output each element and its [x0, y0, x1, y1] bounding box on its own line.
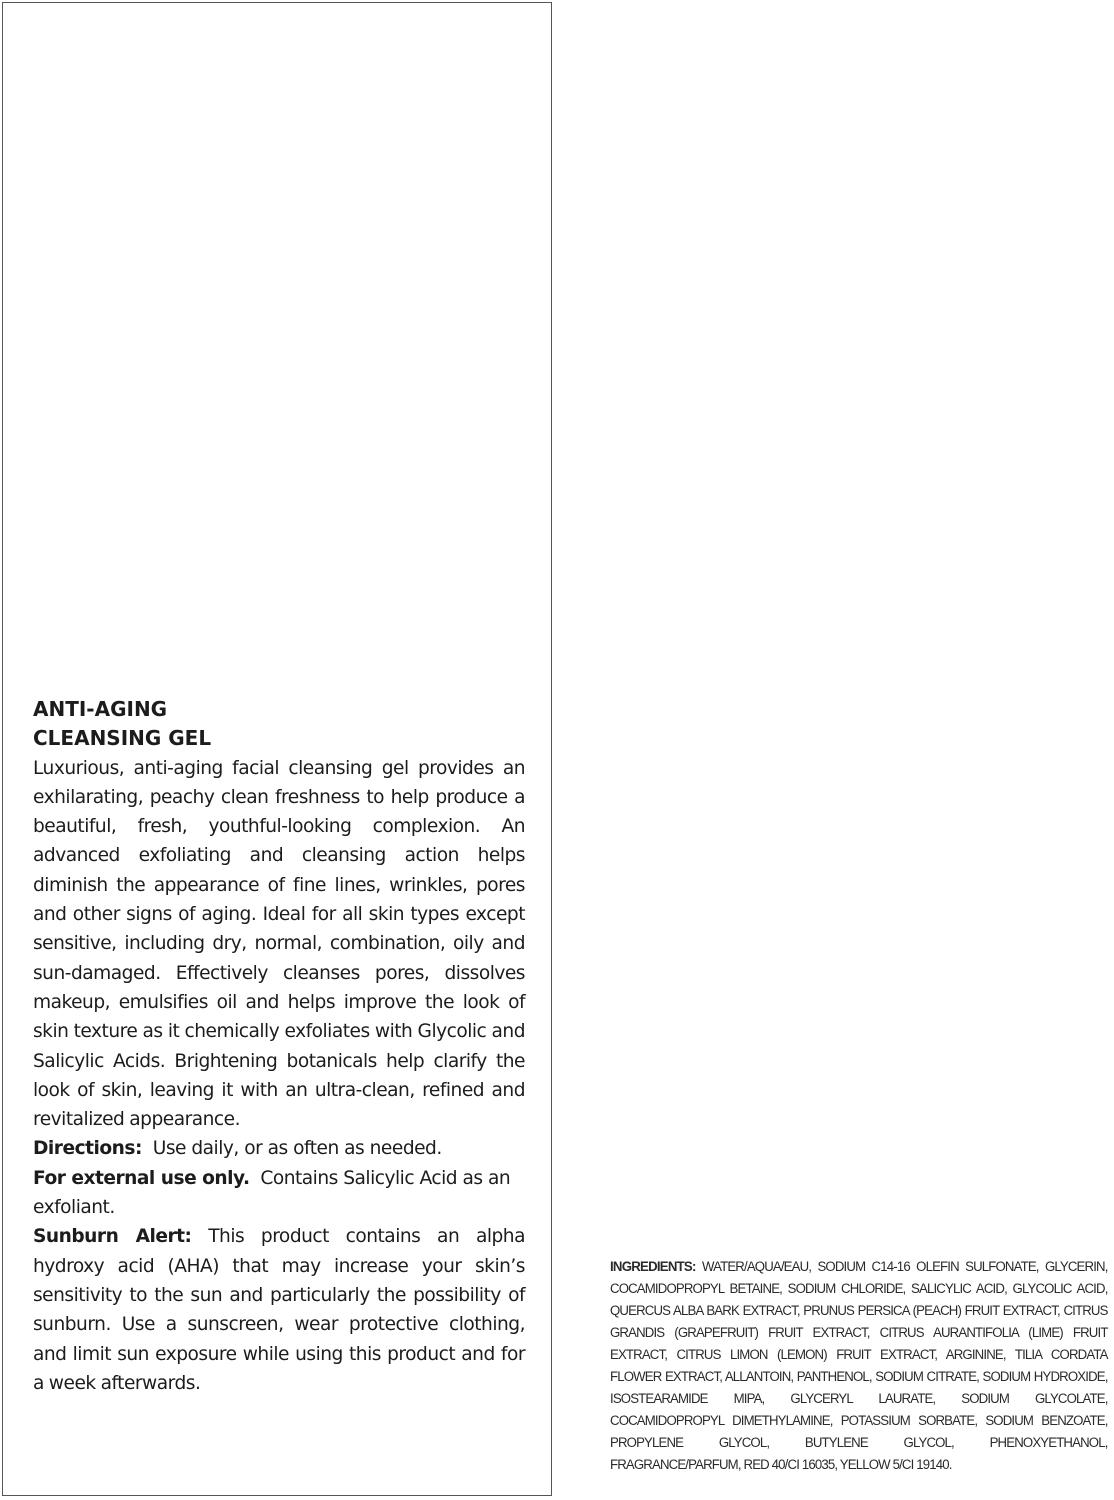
external-use-paragraph: [33, 1164, 525, 1223]
product-title-line2: CLEANSING GEL: [33, 726, 212, 751]
ingredients-label: INGREDIENTS:: [610, 1259, 696, 1275]
sunburn-alert-label: Sunburn Alert:: [33, 1226, 192, 1248]
directions-label: Directions:: [33, 1138, 142, 1160]
external-use-label: For external use only.: [33, 1167, 250, 1189]
ingredients-text: WATER/AQUA/EAU, SODIUM C14-16 OLEFIN SULFONATE, GLYCERIN, COCAMIDOPROPYL BETAINE, SODIUM CHLORIDE, SALICYLIC ACID, GLYCOLIC ACID, QUERCUS ALBA BARK EXTRACT, PRUNUS PERSICA (PEACH) FRUIT EXTRACT, CITRUS GRANDIS (GRAPEFRUIT) FRUIT EXTRACT, CITRUS AURANTIFOLIA (LIME) FRUIT EXTRACT, CITRUS LIMON (LEMON) FRUIT EXTRACT, ARGININE, TILIA CORDATA FLOWER EXTRACT, ALLANTOIN, PANTHENOL, SODIUM CITRATE, SODIUM HYDROXIDE, ISOSTEARAMIDE MIPA, GLYCERYL LAURATE, SODIUM GLYCOLATE, COCAMIDOPROPYL DIMETHYLAMINE, POTASSIUM SORBATE, SODIUM BENZOATE, PROPYLENE GLYCOL, BUTYLENE GLYCOL, PHENOXYETHANOL, FRAGRANCE/PARFUM, RED 40/CI 16035, YELLOW 5/CI 19140.: [610, 1259, 1108, 1473]
sunburn-alert-paragraph: [33, 1222, 525, 1398]
product-title: [33, 695, 525, 754]
ingredients-block: [610, 1256, 1108, 1476]
product-description: Luxurious, anti-aging facial cleansing gel provides an exhilarating, peachy clean freshness to help produce a beautiful, fresh, youthful-looking complexion. An advanced exfoliating and cleansing action helps diminish the appearance of fine lines, wrinkles, pores and other signs of aging. Ideal for all skin types except sensitive, including dry, normal, combination, oily and sun-damaged. Effectively cleanses pores, dissolves makeup, emulsifies oil and helps improve the look of skin texture as it chemically exfoliates with Glycolic and Salicylic Acids. Brightening botanicals help clarify the look of skin, leaving it with an ultra-clean, refined and revitalized appearance.: [33, 757, 525, 1131]
directions-paragraph: [33, 1134, 525, 1163]
external-use-text: Contains Salicylic Acid as an exfoliant.: [33, 1167, 511, 1219]
product-copy: [33, 695, 525, 1398]
directions-text: Use daily, or as often as needed.: [152, 1138, 442, 1160]
product-title-line1: ANTI-AGING: [33, 697, 168, 721]
sunburn-alert-text: This product contains an alpha hydroxy acid (AHA) that may increase your skin’s sensitivity to the sun and particularly the possibility of sunburn. Use a sunscreen, wear protective clothing, and limit sun exposure while using this product and for a week afterwards.: [33, 1226, 525, 1394]
